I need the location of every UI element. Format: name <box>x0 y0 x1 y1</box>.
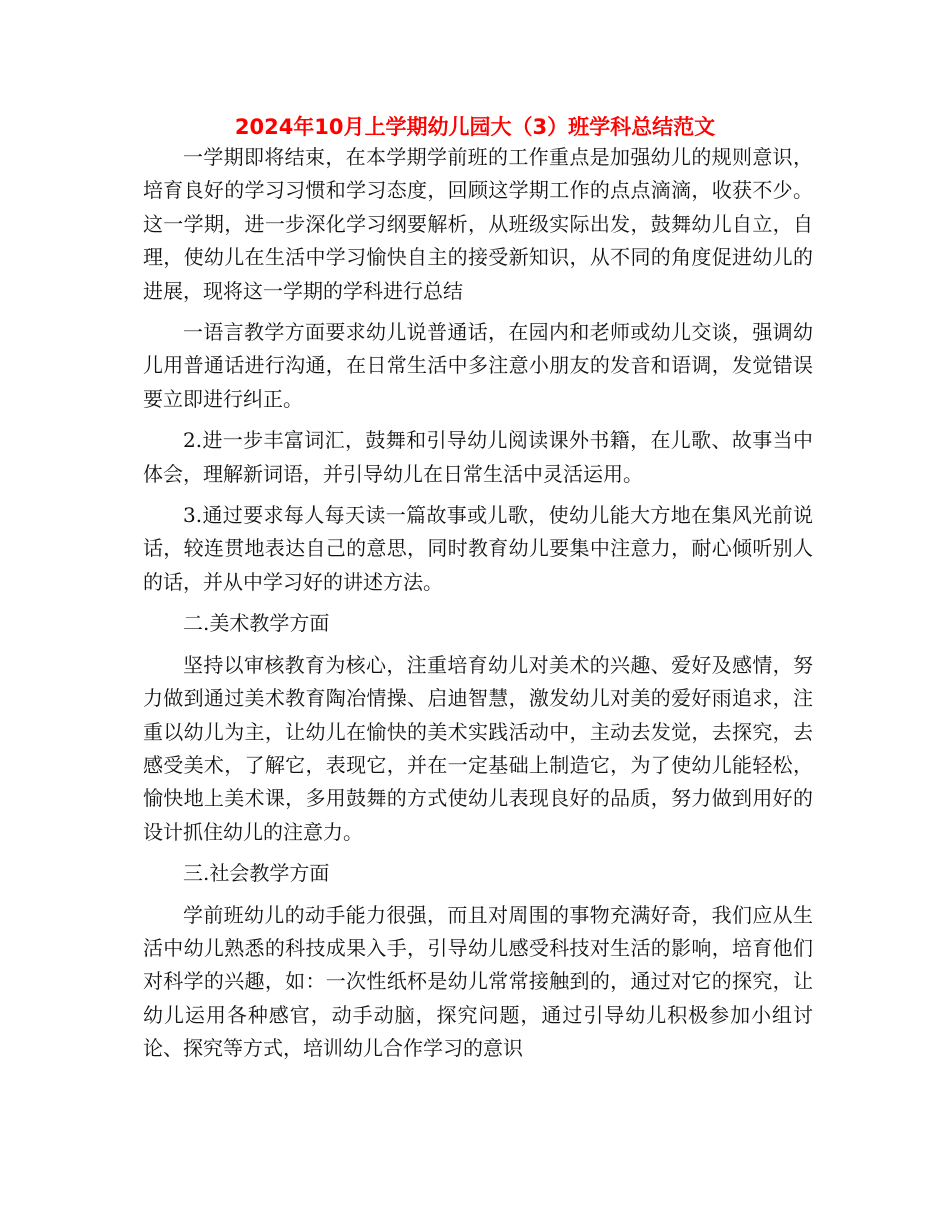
document-body <box>143 141 813 1066</box>
section-heading-art: 二.美术教学方面 <box>183 611 330 636</box>
document-title: 2024年10月上学期幼儿园大（3）班学科总结范文 <box>234 115 716 139</box>
section-heading-social: 三.社会教学方面 <box>183 861 330 886</box>
paragraph-language-3: 3.通过要求每人每天读一篇故事或儿歌，使幼儿能大方地在集风光前说话，较连贯地表达自己的意思，同时教育幼儿要集中注意力，耐心倾听别人的话，并从中学习好的讲述方法。 <box>143 503 813 594</box>
paragraph-art: 坚持以审核教育为核心，注重培育幼儿对美术的兴趣、爱好及感情，努力做到通过美术教育陶冶情操、启迪智慧，激发幼儿对美的爱好雨追求，注重以幼儿为主，让幼儿在愉快的美术实践活动中，主动去发觉，去探究，去感受美术，了解它，表现它，并在一定基础上制造它，为了使幼儿能轻松，愉快地上美术课，多用鼓舞的方式使幼儿表现良好的品质，努力做到用好的设计抓住幼儿的注意力。 <box>143 652 813 844</box>
paragraph-language-2: 2.进一步丰富词汇，鼓舞和引导幼儿阅读课外书籍，在儿歌、故事当中体会，理解新词语，并引导幼儿在日常生活中灵活运用。 <box>143 428 813 486</box>
paragraph-social: 学前班幼儿的动手能力很强，而且对周围的事物充满好奇，我们应从生活中幼儿熟悉的科技成果入手，引导幼儿感受科技对生活的影响，培育他们对科学的兴趣，如：一次性纸杯是幼儿常常接触到的，通过对它的探究，让幼儿运用各种感官，动手动脑，探究问题，通过引导幼儿积极参加小组讨论、探究等方式，培训幼儿合作学习的意识 <box>143 902 813 1061</box>
paragraph-language-1: 一语言教学方面要求幼儿说普通话，在园内和老师或幼儿交谈，强调幼儿用普通话进行沟通，在日常生活中多注意小朋友的发音和语调，发觉错误要立即进行纠正。 <box>143 320 813 411</box>
paragraph-intro: 一学期即将结束，在本学期学前班的工作重点是加强幼儿的规则意识，培育良好的学习习惯和学习态度，回顾这学期工作的点点滴滴，收获不少。这一学期，进一步深化学习纲要解析，从班级实际出发，鼓舞幼儿自立，自理，使幼儿在生活中学习愉快自主的接受新知识，从不同的角度促进幼儿的进展，现将这一学期的学科进行总结 <box>143 145 813 303</box>
